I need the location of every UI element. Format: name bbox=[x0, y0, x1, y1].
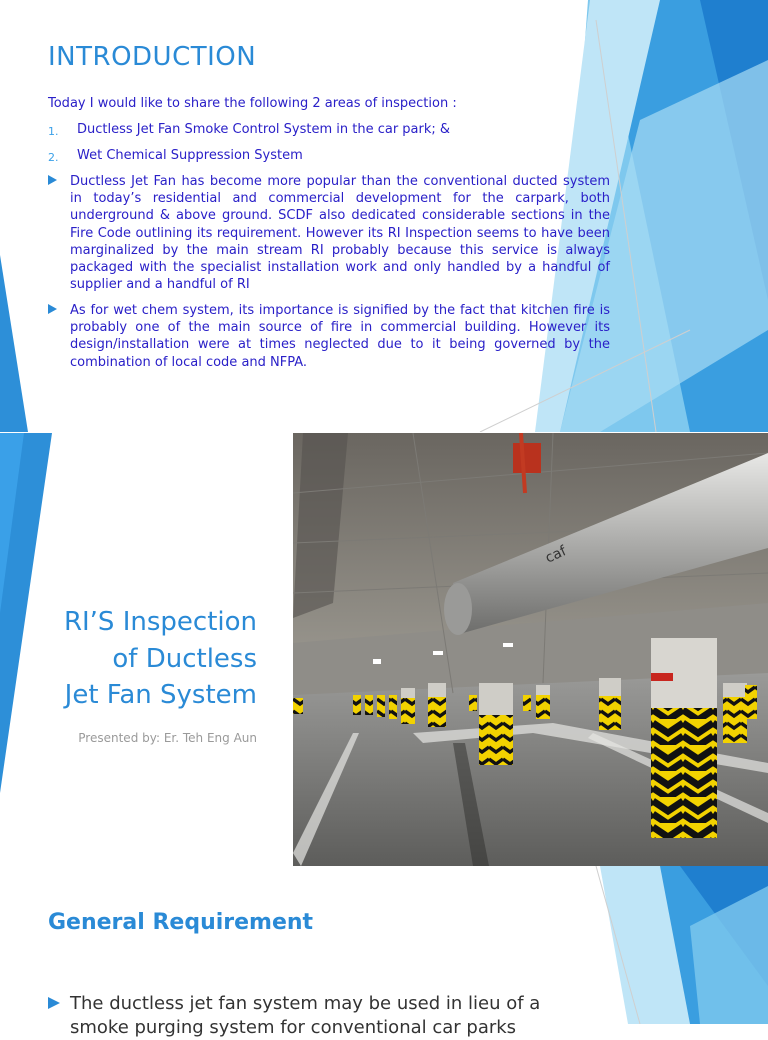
bullet-text: Ductless Jet Fan has become more popular than the conventional ducted system in today’s residential and commercial development for the carpark, both underground & above ground. SCDF also dedicated considerable sections in the Fire Code outlining its requirement. However its RI Inspection seems to have been marginalized by the main stream RI probably because this service is always packaged with the specialist installation work and only handled by a handful of supplier and a handful of RI bbox=[70, 174, 610, 293]
slide-title: INTRODUCTION bbox=[48, 42, 257, 72]
bullet-text: As for wet chem system, its importance is signified by the fact that kitchen fire is probably one of the main source of fire in commercial building. However its design/installation were at times neglected due to it being governed by the combination of local code and NFPA. bbox=[70, 303, 610, 370]
title-line: Jet Fan System bbox=[64, 680, 257, 710]
intro-text: Today I would like to share the following 2 areas of inspection : bbox=[48, 96, 457, 111]
bullet-arrow-icon bbox=[48, 175, 57, 185]
section-title: General Requirement bbox=[48, 910, 314, 935]
list-number: 1. bbox=[48, 125, 59, 138]
bullet-arrow-icon bbox=[48, 997, 60, 1009]
title-line: of Ductless bbox=[112, 643, 257, 674]
list-number: 2. bbox=[48, 151, 59, 164]
presenter-text: Presented by: Er. Teh Eng Aun bbox=[78, 731, 257, 745]
title-line: RI’S Inspection bbox=[63, 607, 257, 637]
duct-label: caf bbox=[542, 543, 569, 567]
list-item: Wet Chemical Suppression System bbox=[77, 148, 303, 163]
slide-introduction bbox=[0, 0, 768, 432]
presentation-title bbox=[0, 604, 257, 714]
carpark-photo bbox=[293, 433, 768, 866]
list-item: Ductless Jet Fan Smoke Control System in the car park; & bbox=[77, 122, 451, 137]
bullet-text: The ductless jet fan system may be used in lieu of a smoke purging system for conventional car parks bbox=[70, 993, 541, 1038]
bullet-arrow-icon bbox=[48, 304, 57, 314]
